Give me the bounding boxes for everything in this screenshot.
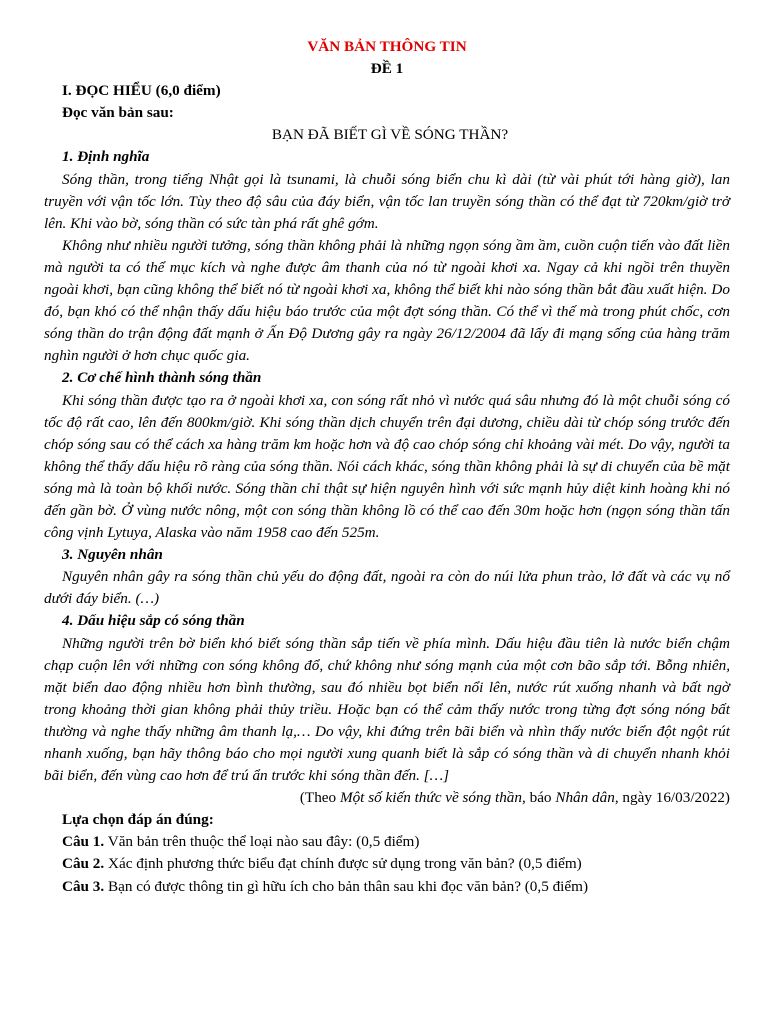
question-text: Bạn có được thông tin gì hữu ích cho bản thân sau khi đọc văn bản? (0,5 điểm) — [104, 877, 589, 895]
section-heading: 2. Cơ chế hình thành sóng thần — [62, 369, 262, 387]
source-paper: Nhân dân — [555, 789, 615, 807]
section-signs — [44, 610, 730, 787]
document-page — [44, 36, 730, 898]
reading-instruction: Đọc văn bản sau: — [62, 104, 174, 122]
document-title: VĂN BẢN THÔNG TIN — [307, 38, 467, 55]
paragraph: Nguyên nhân gây ra sóng thần chủ yếu do động đất, ngoài ra còn do núi lửa phun trào, lở đất và các vụ nổ dưới đáy biển. (…) — [44, 568, 730, 608]
exam-number: ĐỀ 1 — [370, 60, 404, 78]
section-mechanism — [44, 367, 730, 544]
source-middle: , báo — [522, 789, 556, 807]
article-title: BẠN ĐÃ BIẾT GÌ VỀ SÓNG THẦN? — [271, 126, 509, 144]
source-citation — [44, 787, 730, 809]
question-label: Câu 1. — [62, 833, 105, 851]
source-prefix: (Theo — [299, 789, 340, 807]
section-heading: 3. Nguyên nhân — [62, 546, 163, 564]
paragraph: Những người trên bờ biển khó biết sóng thần sắp tiến về phía mình. Dấu hiệu đầu tiên là nước biển chậm chạp cuộn lên với những con sóng không đổ, chứ không như sóng mạnh của một cơn bão sắp tới. Bỗng nhiên, mặt biển dao động nhiều hơn bình thường, sau đó nhiều bọt biển nổi lên, nước rút xuống nhanh và bất ngờ trong khoảng thời gian không phải thủy triều. Hoặc bạn có thể cảm thấy nước trong từng đợt sóng nóng bất thường và nghe thấy những âm thanh lạ,… Do vậy, khi đứng trên bãi biển và nhìn thấy nước biển đột ngột rút nhanh xuống, bạn hãy thông báo cho mọi người xung quanh biết là sắp có sóng thần và di chuyển nhanh khỏi bãi biển, đến vùng cao hơn để trú ẩn trước khi sóng thần đến. […] — [44, 634, 730, 785]
question-2 — [44, 853, 730, 875]
choose-heading: Lựa chọn đáp án đúng: — [62, 811, 214, 829]
section-heading: 1. Định nghĩa — [62, 148, 150, 166]
paragraph: Không như nhiều người tưởng, sóng thần không phải là những ngọn sóng ầm ầm, cuồn cuộn tiến vào đất liền mà người ta có thể mục kích và nghe được âm thanh của nó từ ngoài khơi xa. Ngay cả khi ngồi trên thuyền ngoài khơi, bạn cũng không thể biết nó từ ngoài khơi xa, không thể biết khi nào sóng thần bắt đầu xuất hiện. Do đó, bạn khó có thể nhận thấy dấu hiệu báo trước của một đợt sóng thần. Có thể vì thế mà trong phút chốc, cơn sóng thần do trận động đất mạnh ở Ấn Độ Dương gây ra ngày 26/12/2004 đã lấy đi mạng sống của hàng trăm nghìn người ở hơn chục quốc gia. — [44, 236, 730, 365]
section-definition — [44, 146, 730, 367]
question-text: Xác định phương thức biểu đạt chính được sử dụng trong văn bản? (0,5 điểm) — [104, 855, 582, 873]
source-suffix: , ngày 16/03/2022) — [614, 789, 730, 807]
source-work: Một số kiến thức về sóng thần — [339, 789, 522, 807]
paragraph: Sóng thần, trong tiếng Nhật gọi là tsunami, là chuỗi sóng biển chu kì dài (từ vài phút tới hàng giờ), lan truyền với vận tốc lớn. Tùy theo độ sâu của đáy biển, vận tốc lan truyền sóng thần có thể đạt từ 720km/giờ trở lên. Khi vào bờ, sóng thần có sức tàn phá rất ghê gớm. — [44, 170, 730, 232]
question-label: Câu 3. — [62, 877, 105, 895]
paragraph: Khi sóng thần được tạo ra ở ngoài khơi xa, con sóng rất nhỏ vì nước quá sâu nhưng đó là một chuỗi sóng có tốc độ rất cao, lên đến 800km/giờ. Khi sóng thần dịch chuyển trên đại dương, chiều dài từ chóp sóng trước đến chóp sóng sau có thể cách xa hàng trăm km hoặc hơn và độ cao chóp sóng chỉ khoảng vài mét. Do vậy, người ta không thể thấy dấu hiệu rõ ràng của sóng thần. Nói cách khác, sóng thần không phải là sự di chuyển của bề mặt sóng mà là toàn bộ khối nước. Sóng thần chỉ thật sự hiện nguyên hình với sức mạnh hủy diệt kinh hoàng khi nó đến gần bờ. Ở vùng nước nông, một con sóng thần không lồ có thể cao đến 30m hoặc hơn (ngọn sóng thần tấn công vịnh Lytuya, Alaska vào năm 1958 cao đến 525m. — [44, 391, 730, 542]
question-text: Văn bản trên thuộc thể loại nào sau đây: (0,5 điểm) — [104, 833, 420, 851]
question-3 — [44, 876, 730, 898]
question-label: Câu 2. — [62, 855, 105, 873]
part-heading: I. ĐỌC HIỂU (6,0 điểm) — [62, 82, 221, 100]
section-heading: 4. Dấu hiệu sắp có sóng thần — [62, 612, 245, 630]
question-1 — [44, 831, 730, 853]
section-cause — [44, 544, 730, 610]
